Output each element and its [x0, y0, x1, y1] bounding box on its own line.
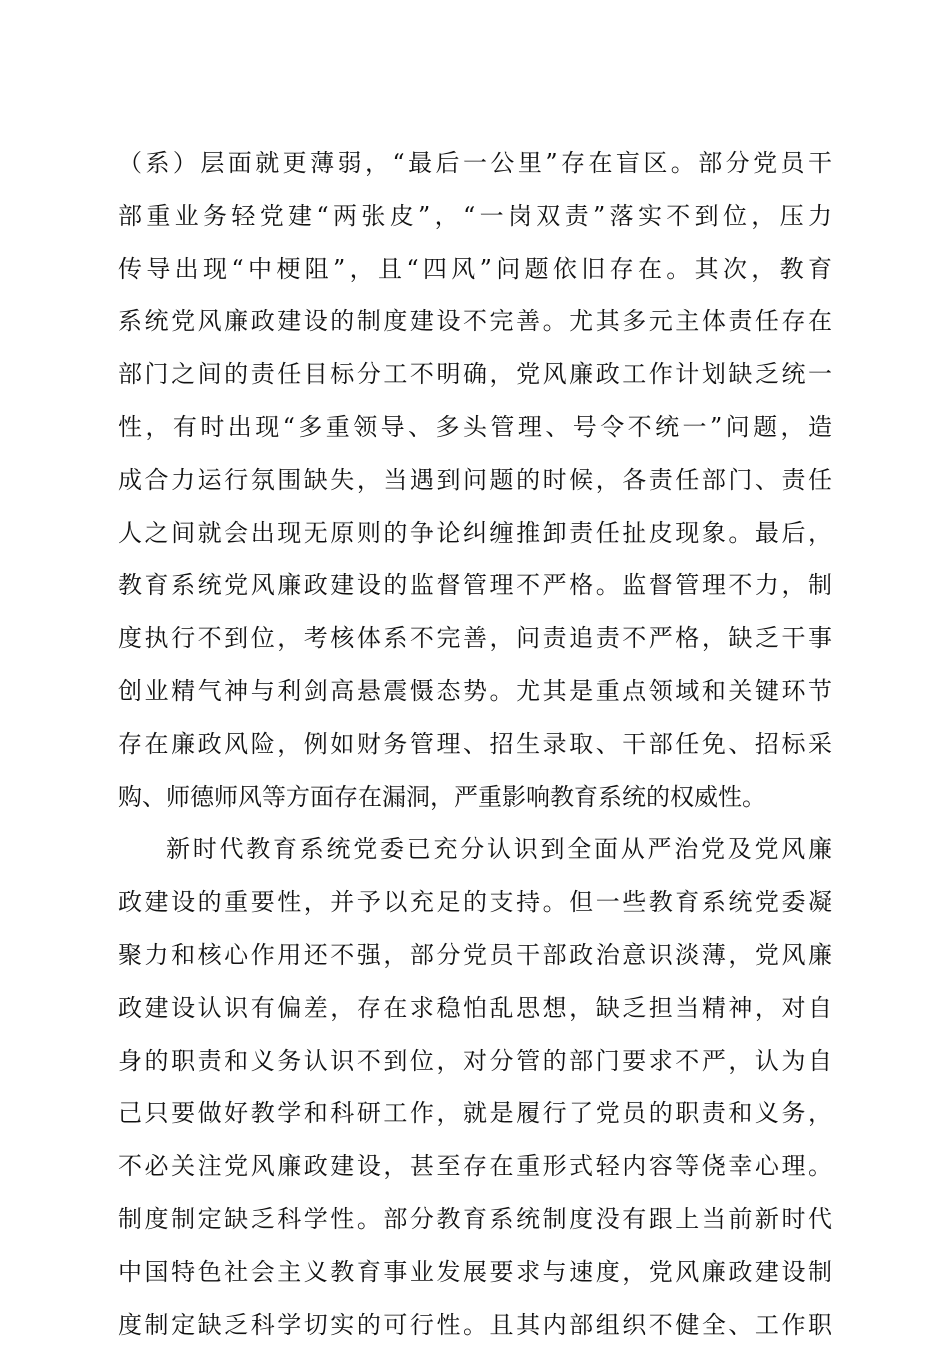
paragraph-start-line: 新时代教育系统党委已充分认识到全面从严治党及党风廉	[166, 835, 832, 864]
text-line: 己只要做好教学和科研工作，就是履行了党员的职责和义务，	[118, 1099, 832, 1128]
text-line: 购、师德师风等方面存在漏洞，严重影响教育系统的权威性。	[118, 782, 766, 811]
text-line: 度制定缺乏科学切实的可行性。且其内部组织不健全、工作职	[118, 1310, 832, 1339]
text-line: 制度制定缺乏科学性。部分教育系统制度没有跟上当前新时代	[118, 1204, 832, 1233]
text-line: 成合力运行氛围缺失，当遇到问题的时候，各责任部门、责任	[118, 465, 832, 494]
text-line: 性，有时出现“多重领导、多头管理、号令不统一”问题，造	[118, 412, 832, 441]
body-text	[118, 137, 832, 1351]
text-line: 不必关注党风廉政建设，甚至存在重形式轻内容等侥幸心理。	[118, 1152, 832, 1181]
text-line: 政建设认识有偏差，存在求稳怕乱思想，缺乏担当精神，对自	[118, 993, 832, 1022]
text-line: 身的职责和义务认识不到位，对分管的部门要求不严，认为自	[118, 1046, 832, 1075]
text-line: 系统党风廉政建设的制度建设不完善。尤其多元主体责任存在	[118, 307, 832, 336]
text-line: 人之间就会出现无原则的争论纠缠推卸责任扯皮现象。最后，	[118, 518, 832, 547]
text-line: 政建设的重要性，并予以充足的支持。但一些教育系统党委凝	[118, 888, 832, 917]
text-line: 中国特色社会主义教育事业发展要求与速度，党风廉政建设制	[118, 1257, 832, 1286]
text-line: 度执行不到位，考核体系不完善，问责追责不严格，缺乏干事	[118, 624, 832, 653]
text-line: 聚力和核心作用还不强，部分党员干部政治意识淡薄，党风廉	[118, 940, 832, 969]
text-line: 存在廉政风险，例如财务管理、招生录取、干部任免、招标采	[118, 729, 832, 758]
text-line: 创业精气神与利剑高悬震慑态势。尤其是重点领域和关键环节	[118, 676, 832, 705]
text-line: 传导出现“中梗阻”，且“四风”问题依旧存在。其次，教育	[118, 254, 832, 283]
text-line: 部门之间的责任目标分工不明确，党风廉政工作计划缺乏统一	[118, 360, 832, 389]
text-line: 教育系统党风廉政建设的监督管理不严格。监督管理不力，制	[118, 571, 832, 600]
text-line: 部重业务轻党建“两张皮”，“一岗双责”落实不到位，压力	[118, 201, 832, 230]
text-line: （系）层面就更薄弱，“最后一公里”存在盲区。部分党员干	[118, 149, 832, 177]
